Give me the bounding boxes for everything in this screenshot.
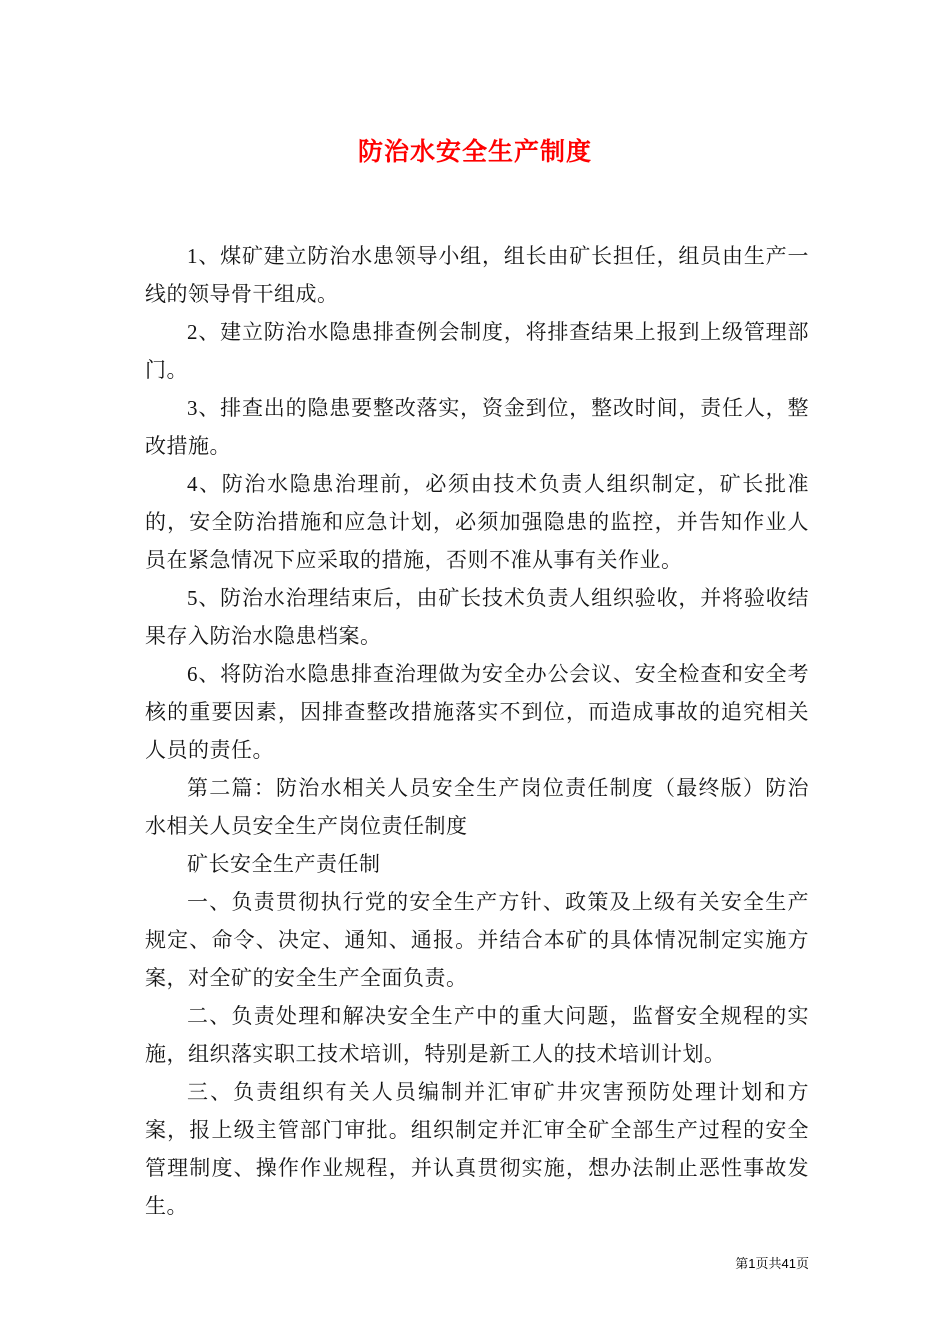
page-footer [735, 1253, 809, 1272]
paragraph: 5、防治水治理结束后，由矿长技术负责人组织验收，并将验收结果存入防治水隐患档案。 [145, 586, 809, 648]
paragraph: 2、建立防治水隐患排查例会制度，将排查结果上报到上级管理部门。 [145, 320, 809, 382]
paragraph: 4、防治水隐患治理前，必须由技术负责人组织制定，矿长批准的，安全防治措施和应急计划，必须加强隐患的监控，并告知作业人员在紧急情况下应采取的措施，否则不准从事有关作业。 [145, 472, 809, 572]
document-title: 防治水安全生产制度 [357, 139, 592, 166]
page-number-indicator: 第1页共41页 [735, 1256, 809, 1271]
document-body [145, 237, 809, 1225]
paragraph: 一、负责贯彻执行党的安全生产方针、政策及上级有关安全生产规定、命令、决定、通知、通报。并结合本矿的具体情况制定实施方案，对全矿的安全生产全面负责。 [145, 890, 809, 990]
paragraph: 矿长安全生产责任制 [187, 852, 381, 876]
paragraph: 6、将防治水隐患排查治理做为安全办公会议、安全检查和安全考核的重要因素，因排查整改措施落实不到位，而造成事故的追究相关人员的责任。 [145, 662, 809, 762]
paragraph: 3、排查出的隐患要整改落实，资金到位，整改时间，责任人，整改措施。 [145, 396, 809, 458]
paragraph: 二、负责处理和解决安全生产中的重大问题，监督安全规程的实施，组织落实职工技术培训，特别是新工人的技术培训计划。 [145, 1004, 809, 1066]
paragraph: 1、煤矿建立防治水患领导小组，组长由矿长担任，组员由生产一线的领导骨干组成。 [145, 244, 809, 306]
paragraph: 第二篇：防治水相关人员安全生产岗位责任制度（最终版）防治水相关人员安全生产岗位责任制度 [145, 776, 809, 838]
paragraph: 三、负责组织有关人员编制并汇审矿井灾害预防处理计划和方案，报上级主管部门审批。组织制定并汇审全矿全部生产过程的安全管理制度、操作作业规程，并认真贯彻实施，想办法制止恶性事故发生。 [145, 1080, 809, 1218]
